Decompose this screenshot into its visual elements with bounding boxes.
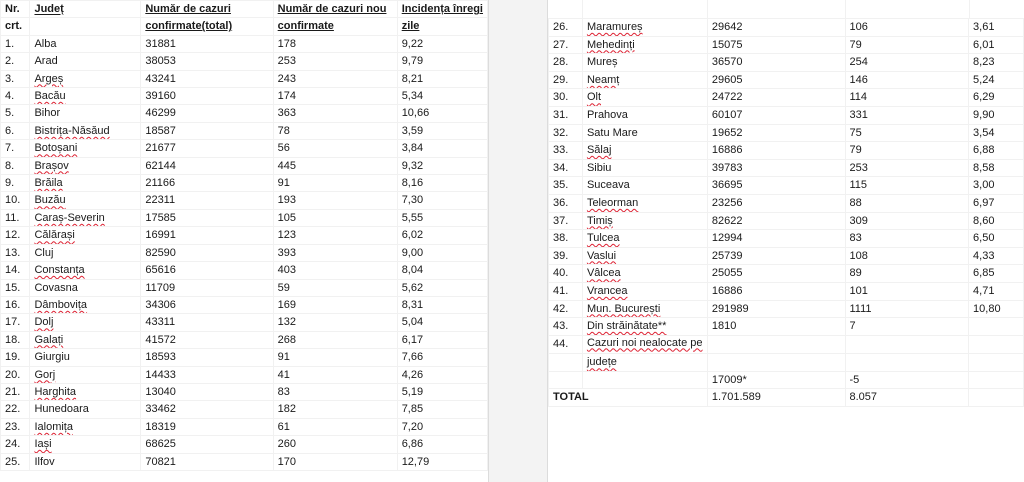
table-row <box>1 314 488 331</box>
table-row <box>549 36 1024 54</box>
cell-new: 363 <box>273 105 397 122</box>
cell-new: 89 <box>845 265 969 283</box>
cell-incidence: 3,61 <box>969 19 1024 37</box>
table-top-strip <box>548 0 1024 18</box>
county-table-left <box>0 0 488 471</box>
table-row <box>549 282 1024 300</box>
cell-total: 43311 <box>141 314 273 331</box>
cell-total: 22311 <box>141 192 273 209</box>
cell-county: Iași <box>30 436 141 453</box>
cell-new: 108 <box>845 247 969 265</box>
cell-nr: 20. <box>1 366 30 383</box>
cell-incidence: 10,66 <box>397 105 487 122</box>
cell-nr: 11. <box>1 209 30 226</box>
table-row <box>1 140 488 157</box>
table-row <box>1 418 488 435</box>
cell-empty <box>845 354 969 372</box>
cell-nr: 5. <box>1 105 30 122</box>
total-new: 8.057 <box>845 389 969 407</box>
cell-new: 182 <box>273 401 397 418</box>
cell-incidence: 12,79 <box>397 453 487 470</box>
table-row <box>549 194 1024 212</box>
cell-incidence: 8,58 <box>969 159 1024 177</box>
cell-total: 24722 <box>707 89 845 107</box>
table-row <box>1 401 488 418</box>
table-row <box>549 142 1024 160</box>
cell-total: 17585 <box>141 209 273 226</box>
cell-total: 39160 <box>141 88 273 105</box>
cell-new: 178 <box>273 35 397 52</box>
cell-new: 123 <box>273 227 397 244</box>
cell-county: Tulcea <box>582 230 707 248</box>
table-row <box>1 436 488 453</box>
table-row <box>1 244 488 261</box>
cell-total: 70821 <box>141 453 273 470</box>
cell-total: 25055 <box>707 265 845 283</box>
header-new-line1: Număr de cazuri nou <box>273 1 397 18</box>
cell-nr: 23. <box>1 418 30 435</box>
cell-nr: 37. <box>549 212 583 230</box>
header-row-1 <box>1 1 488 18</box>
cell-total: 16886 <box>707 282 845 300</box>
cell-nr: 25. <box>1 453 30 470</box>
cell-nr: 10. <box>1 192 30 209</box>
cell-incidence <box>969 318 1024 336</box>
cell-nr: 32. <box>549 124 583 142</box>
cell-incidence: 6,86 <box>397 436 487 453</box>
cell-county: Brăila <box>30 175 141 192</box>
cell-empty <box>549 371 583 389</box>
cell-new: 254 <box>845 54 969 72</box>
cell-county: Mehedinți <box>582 36 707 54</box>
cell-incidence: 10,80 <box>969 300 1024 318</box>
cell-county: Satu Mare <box>582 124 707 142</box>
cell-new: 79 <box>845 36 969 54</box>
table-row <box>549 54 1024 72</box>
cell-new: 83 <box>845 230 969 248</box>
cell-incidence: 4,71 <box>969 282 1024 300</box>
header-incidence-line1: Incidența înregi <box>397 1 487 18</box>
cell-county: Dâmbovița <box>30 296 141 313</box>
cell-incidence: 6,50 <box>969 230 1024 248</box>
cell-new: 105 <box>273 209 397 226</box>
cell-empty <box>707 354 845 372</box>
cell-new: 79 <box>845 142 969 160</box>
cell-total: 39783 <box>707 159 845 177</box>
table-row <box>1 122 488 139</box>
table-row <box>1 88 488 105</box>
cell-empty <box>969 389 1024 407</box>
cell-incidence: 9,22 <box>397 35 487 52</box>
row-unallocated-values <box>549 371 1024 389</box>
cell-incidence: 8,60 <box>969 212 1024 230</box>
cell-nr: 30. <box>549 89 583 107</box>
table-row <box>1 53 488 70</box>
table-row <box>1 366 488 383</box>
cell-incidence: 7,85 <box>397 401 487 418</box>
table-row <box>1 157 488 174</box>
cell-incidence: 9,79 <box>397 53 487 70</box>
cell-nr: 2. <box>1 53 30 70</box>
cell-nr: 38. <box>549 230 583 248</box>
cell-total: 16886 <box>707 142 845 160</box>
cell-new: 393 <box>273 244 397 261</box>
cell-empty <box>707 335 845 354</box>
cell-incidence: 5,55 <box>397 209 487 226</box>
cell-nr: 12. <box>1 227 30 244</box>
row-label-line1: Cazuri noi nealocate pe <box>586 336 703 349</box>
cell-nr: 21. <box>1 383 30 400</box>
cell-total: 31881 <box>141 35 273 52</box>
cell-total: 33462 <box>141 401 273 418</box>
cell-incidence: 9,90 <box>969 106 1024 124</box>
table-row <box>1 175 488 192</box>
cell-total: 19652 <box>707 124 845 142</box>
cell-incidence: 7,20 <box>397 418 487 435</box>
header-total-line1: Număr de cazuri <box>141 1 273 18</box>
cell-new: 445 <box>273 157 397 174</box>
cell-nr: 36. <box>549 194 583 212</box>
cell-incidence: 3,00 <box>969 177 1024 195</box>
cell-county: Caraș-Severin <box>30 209 141 226</box>
cell-incidence: 6,97 <box>969 194 1024 212</box>
cell-empty <box>549 354 583 372</box>
cell-county: Covasna <box>30 279 141 296</box>
cell-incidence: 5,04 <box>397 314 487 331</box>
table-row <box>549 230 1024 248</box>
cell-total: 43241 <box>141 70 273 87</box>
cell-county: Constanța <box>30 262 141 279</box>
cell-incidence: 5,62 <box>397 279 487 296</box>
cell-total: 21677 <box>141 140 273 157</box>
cell-nr: 26. <box>549 19 583 37</box>
cell-total: 23256 <box>707 194 845 212</box>
cell-incidence: 5,19 <box>397 383 487 400</box>
header-blank <box>30 18 141 35</box>
cell-nr: 42. <box>549 300 583 318</box>
cell-new: 331 <box>845 106 969 124</box>
cell-county: Ilfov <box>30 453 141 470</box>
table-row <box>1 262 488 279</box>
table-row <box>1 70 488 87</box>
cell-incidence: 9,32 <box>397 157 487 174</box>
cell-unallocated-total: 17009* <box>707 371 845 389</box>
cell-nr: 22. <box>1 401 30 418</box>
table-row <box>549 212 1024 230</box>
total-label: TOTAL <box>549 389 708 407</box>
cell-nr: 24. <box>1 436 30 453</box>
cell-total: 21166 <box>141 175 273 192</box>
table-row <box>1 349 488 366</box>
cell-new: 7 <box>845 318 969 336</box>
table-row <box>549 106 1024 124</box>
cell-nr: 17. <box>1 314 30 331</box>
cell-new: 83 <box>273 383 397 400</box>
cell-empty <box>845 335 969 354</box>
cell-nr: 9. <box>1 175 30 192</box>
cell-new: 253 <box>845 159 969 177</box>
cell-nr: 33. <box>549 142 583 160</box>
cell-incidence: 8,21 <box>397 70 487 87</box>
cell-nr: 43. <box>549 318 583 336</box>
cell-nr: 8. <box>1 157 30 174</box>
cell-incidence: 8,23 <box>969 54 1024 72</box>
cell-new: 268 <box>273 331 397 348</box>
cell-county: Teleorman <box>582 194 707 212</box>
cell-incidence: 8,31 <box>397 296 487 313</box>
cell-total: 12994 <box>707 230 845 248</box>
cell-incidence: 6,88 <box>969 142 1024 160</box>
table-row <box>1 453 488 470</box>
header-total-line2: confirmate(total) <box>141 18 273 35</box>
cell-county: Olt <box>582 89 707 107</box>
cell-new: 243 <box>273 70 397 87</box>
header-incidence-line2: zile <box>397 18 487 35</box>
cell-county: Galați <box>30 331 141 348</box>
cell-nr: 16. <box>1 296 30 313</box>
cell-county: Sibiu <box>582 159 707 177</box>
table-row <box>1 296 488 313</box>
cell-county: Cluj <box>30 244 141 261</box>
cell-county: Bacău <box>30 88 141 105</box>
header-judet: Județ <box>30 1 141 18</box>
table-row <box>1 209 488 226</box>
table-row <box>1 279 488 296</box>
cell-new: 309 <box>845 212 969 230</box>
cell-total: 82590 <box>141 244 273 261</box>
cell-total: 16991 <box>141 227 273 244</box>
table-row <box>1 227 488 244</box>
cell-total: 60107 <box>707 106 845 124</box>
cell-county: Neamț <box>582 71 707 89</box>
cell-new: 106 <box>845 19 969 37</box>
table-row <box>1 192 488 209</box>
cell-total: 68625 <box>141 436 273 453</box>
cell-county: Maramureș <box>582 19 707 37</box>
table-row <box>1 331 488 348</box>
cell-nr: 40. <box>549 265 583 283</box>
table-row <box>549 89 1024 107</box>
cell-county: Vaslui <box>582 247 707 265</box>
cell-nr: 35. <box>549 177 583 195</box>
cell-new: 260 <box>273 436 397 453</box>
header-row-2 <box>1 18 488 35</box>
page-gutter <box>488 0 548 482</box>
cell-county: Vrancea <box>582 282 707 300</box>
cell-new: 75 <box>845 124 969 142</box>
cell-new: 170 <box>273 453 397 470</box>
cell-new: 1111 <box>845 300 969 318</box>
cell-new: 193 <box>273 192 397 209</box>
cell-incidence: 7,66 <box>397 349 487 366</box>
cell-total: 18593 <box>141 349 273 366</box>
page-right <box>548 0 1024 482</box>
cell-new: 253 <box>273 53 397 70</box>
cell-nr: 34. <box>549 159 583 177</box>
page-left <box>0 0 488 482</box>
cell-incidence: 6,02 <box>397 227 487 244</box>
cell-new: 41 <box>273 366 397 383</box>
cell-incidence: 7,30 <box>397 192 487 209</box>
cell-new: 132 <box>273 314 397 331</box>
table-row <box>549 265 1024 283</box>
cell-total: 14433 <box>141 366 273 383</box>
row-label-line2: județe <box>586 356 617 369</box>
cell-total: 1810 <box>707 318 845 336</box>
cell-nr: 3. <box>1 70 30 87</box>
cell-county: Alba <box>30 35 141 52</box>
cell-county: Dolj <box>30 314 141 331</box>
cell-nr: 13. <box>1 244 30 261</box>
cell-empty <box>582 371 707 389</box>
cell-total: 82622 <box>707 212 845 230</box>
cell-nr: 6. <box>1 122 30 139</box>
cell-total: 18319 <box>141 418 273 435</box>
cell-empty <box>969 371 1024 389</box>
cell-new: 114 <box>845 89 969 107</box>
cell-total: 38053 <box>141 53 273 70</box>
cell-total: 25739 <box>707 247 845 265</box>
cell-empty <box>969 335 1024 354</box>
total-confirmed: 1.701.589 <box>707 389 845 407</box>
cell-total: 62144 <box>141 157 273 174</box>
cell-incidence: 4,26 <box>397 366 487 383</box>
row-nr: 44. <box>549 335 583 354</box>
cell-total: 18587 <box>141 122 273 139</box>
cell-nr: 28. <box>549 54 583 72</box>
cell-county: Argeș <box>30 70 141 87</box>
header-new-line2: confirmate <box>273 18 397 35</box>
cell-new: 115 <box>845 177 969 195</box>
cell-empty <box>969 354 1024 372</box>
cell-total: 15075 <box>707 36 845 54</box>
cell-new: 91 <box>273 175 397 192</box>
cell-new: 101 <box>845 282 969 300</box>
header-nr-line2: crt. <box>1 18 30 35</box>
cell-county: Vâlcea <box>582 265 707 283</box>
cell-incidence: 4,33 <box>969 247 1024 265</box>
cell-nr: 15. <box>1 279 30 296</box>
cell-county: Bihor <box>30 105 141 122</box>
cell-total: 13040 <box>141 383 273 400</box>
cell-county: Giurgiu <box>30 349 141 366</box>
cell-nr: 19. <box>1 349 30 366</box>
cell-nr: 4. <box>1 88 30 105</box>
cell-county: Timiș <box>582 212 707 230</box>
table-row <box>549 300 1024 318</box>
cell-county: Din străinătate** <box>582 318 707 336</box>
cell-nr: 39. <box>549 247 583 265</box>
cell-nr: 27. <box>549 36 583 54</box>
cell-county: Gorj <box>30 366 141 383</box>
table-row <box>1 35 488 52</box>
cell-total: 36570 <box>707 54 845 72</box>
cell-county: Prahova <box>582 106 707 124</box>
row-unallocated <box>549 335 1024 354</box>
cell-county: Suceava <box>582 177 707 195</box>
table-row <box>1 105 488 122</box>
cell-new: 88 <box>845 194 969 212</box>
cell-new: 403 <box>273 262 397 279</box>
cell-total: 46299 <box>141 105 273 122</box>
cell-new: 91 <box>273 349 397 366</box>
cell-incidence: 3,54 <box>969 124 1024 142</box>
cell-incidence: 8,04 <box>397 262 487 279</box>
table-row <box>549 159 1024 177</box>
cell-total: 11709 <box>141 279 273 296</box>
cell-county: Mureș <box>582 54 707 72</box>
cell-incidence: 6,29 <box>969 89 1024 107</box>
cell-total: 291989 <box>707 300 845 318</box>
cell-total: 34306 <box>141 296 273 313</box>
cell-unallocated-new: -5 <box>845 371 969 389</box>
cell-incidence: 3,84 <box>397 140 487 157</box>
cell-county: Sălaj <box>582 142 707 160</box>
county-table-right <box>548 18 1024 407</box>
cell-county: Bistrița-Năsăud <box>30 122 141 139</box>
cell-county: Hunedoara <box>30 401 141 418</box>
cell-county: Harghita <box>30 383 141 400</box>
total-row <box>549 389 1024 407</box>
cell-incidence: 6,17 <box>397 331 487 348</box>
cell-county: Buzău <box>30 192 141 209</box>
cell-new: 169 <box>273 296 397 313</box>
cell-county: Mun. București <box>582 300 707 318</box>
table-row <box>1 383 488 400</box>
cell-county: Ialomița <box>30 418 141 435</box>
cell-county: Călărași <box>30 227 141 244</box>
cell-total: 29605 <box>707 71 845 89</box>
cell-new: 61 <box>273 418 397 435</box>
cell-incidence: 5,24 <box>969 71 1024 89</box>
cell-incidence: 3,59 <box>397 122 487 139</box>
cell-new: 56 <box>273 140 397 157</box>
cell-nr: 14. <box>1 262 30 279</box>
header-nr: Nr. <box>1 1 30 18</box>
row-unallocated-2 <box>549 354 1024 372</box>
cell-nr: 7. <box>1 140 30 157</box>
cell-nr: 41. <box>549 282 583 300</box>
cell-county: Botoșani <box>30 140 141 157</box>
table-row <box>549 318 1024 336</box>
cell-nr: 18. <box>1 331 30 348</box>
cell-total: 65616 <box>141 262 273 279</box>
cell-county: Brașov <box>30 157 141 174</box>
cell-nr: 29. <box>549 71 583 89</box>
cell-total: 36695 <box>707 177 845 195</box>
cell-total: 29642 <box>707 19 845 37</box>
table-row <box>549 71 1024 89</box>
table-row <box>549 247 1024 265</box>
cell-new: 174 <box>273 88 397 105</box>
cell-incidence: 8,16 <box>397 175 487 192</box>
cell-new: 78 <box>273 122 397 139</box>
table-row <box>549 124 1024 142</box>
cell-total: 41572 <box>141 331 273 348</box>
cell-incidence: 9,00 <box>397 244 487 261</box>
cell-nr: 31. <box>549 106 583 124</box>
cell-incidence: 6,85 <box>969 265 1024 283</box>
cell-nr: 1. <box>1 35 30 52</box>
table-row <box>549 177 1024 195</box>
cell-incidence: 5,34 <box>397 88 487 105</box>
cell-new: 59 <box>273 279 397 296</box>
cell-county: Arad <box>30 53 141 70</box>
cell-incidence: 6,01 <box>969 36 1024 54</box>
cell-new: 146 <box>845 71 969 89</box>
table-row <box>549 19 1024 37</box>
